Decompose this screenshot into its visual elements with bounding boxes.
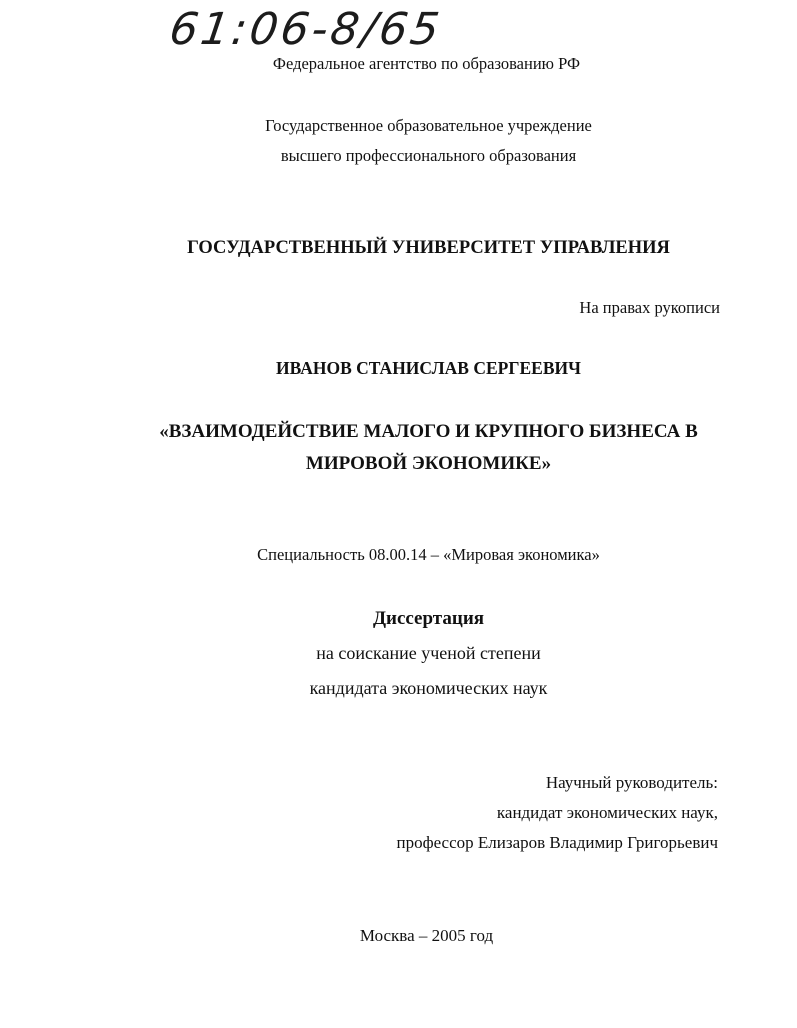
dissertation-title-line-2: МИРОВОЙ ЭКОНОМИКЕ» [305,453,552,474]
institution-line-1: Государственное образовательное учреждение [265,116,592,135]
dissertation-title-line-1: «ВЗАИМОДЕЙСТВИЕ МАЛОГО И КРУПНОГО БИЗНЕСА В [159,421,698,442]
agency-line: Федеральное агентство по образованию РФ [272,54,581,73]
manuscript-rights: На правах рукописи [579,298,720,317]
handwritten-archive-number: 61:06-8/65 [166,4,446,55]
supervisor-label: Научный руководитель: [545,773,718,792]
degree-line-2: кандидата экономических наук [309,678,548,698]
dissertation-heading: Диссертация [372,608,485,629]
degree-line-1: на соискание ученой степени [316,643,541,663]
institution-line-2: высшего профессионального образования [280,146,577,165]
specialty-line: Специальность 08.00.14 – «Мировая экономика» [257,545,600,564]
supervisor-degree: кандидат экономических наук, [496,803,718,822]
university-name: ГОСУДАРСТВЕННЫЙ УНИВЕРСИТЕТ УПРАВЛЕНИЯ [187,238,670,258]
place-and-year: Москва – 2005 год [359,926,494,945]
supervisor-name: профессор Елизаров Владимир Григорьевич [396,833,718,852]
author-name: ИВАНОВ СТАНИСЛАВ СЕРГЕЕВИЧ [276,358,581,378]
